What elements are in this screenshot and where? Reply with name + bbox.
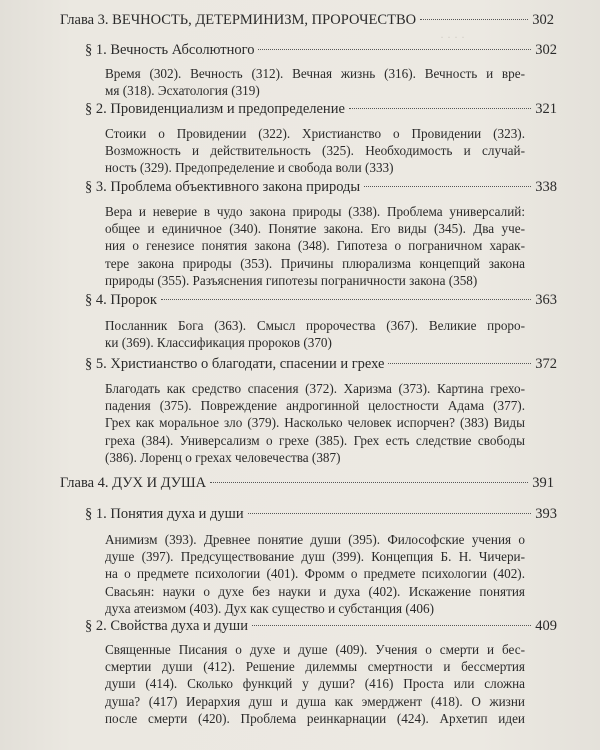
subtopic-line: после смерти (420). Проблема реинкарнации (424). Архетип идеи xyxy=(105,710,525,726)
section-title: § 2. Свойства духа и души xyxy=(85,618,248,634)
page-number: 321 xyxy=(535,101,557,117)
section-3-2-entry[interactable] xyxy=(85,101,557,118)
subtopic-line: падения (375). Повреждение андрогинной целостности Адама (377). xyxy=(105,398,525,414)
leader-dots xyxy=(161,299,531,300)
subtopic-line: Посланник Бога (363). Смысл пророчества (367). Великие проро- xyxy=(105,318,525,333)
page-number: 363 xyxy=(535,292,557,308)
subtopic-line: Благодать как средство спасения (372). Харизма (373). Картина грехо- xyxy=(105,381,525,396)
page-number: 409 xyxy=(535,618,557,634)
section-title: § 3. Проблема объективного закона природы xyxy=(85,179,361,195)
subtopic-line: ки (369). Классификация пророков (370) xyxy=(105,335,332,351)
chapter-title: Глава 3. ВЕЧНОСТЬ, ДЕТЕРМИНИЗМ, ПРОРОЧЕСТВО xyxy=(60,12,417,28)
section-4-2-subtopics xyxy=(105,641,525,727)
chapter-4-entry[interactable] xyxy=(60,475,554,492)
section-3-5-subtopics xyxy=(105,380,525,466)
page-number: 302 xyxy=(532,12,554,28)
subtopic-line: природы (355). Разъяснения гипотезы пограничности закона (358) xyxy=(105,272,478,288)
leader-dots xyxy=(420,19,528,20)
section-3-1-entry[interactable] xyxy=(85,42,557,59)
section-3-1-subtopics xyxy=(105,65,525,99)
leader-dots xyxy=(248,513,532,514)
leader-dots xyxy=(388,363,531,364)
subtopic-line: мя (318). Эсхатология (319) xyxy=(105,83,260,99)
subtopic-line: тере закона природы (353). Причины плюрализма концепций закона xyxy=(105,255,525,271)
subtopic-line: Возможность и действительность (325). Необходимость и случай- xyxy=(105,143,525,159)
subtopic-line: души (414). Сколько функций у души? (416) Проста или сложна xyxy=(105,676,525,692)
subtopic-line: смертии души (412). Решение дилеммы смертности и бессмертия xyxy=(105,659,525,675)
leader-dots xyxy=(252,625,531,626)
section-4-1-entry[interactable] xyxy=(85,506,557,523)
section-3-4-entry[interactable] xyxy=(85,292,557,309)
subtopic-line: душе (397). Предсуществование душ (399). Концепция Б. Н. Чичери- xyxy=(105,549,525,565)
section-3-4-subtopics xyxy=(105,317,525,351)
subtopic-line: общее и единичное (340). Понятие закона. Его виды (345). Два уче- xyxy=(105,221,525,237)
section-3-2-subtopics xyxy=(105,125,525,177)
subtopic-line: духа атеизмом (403). Дух как существо и субстанция (406) xyxy=(105,600,434,616)
section-3-3-entry[interactable] xyxy=(85,179,557,196)
subtopic-line: (386). Лоренц о грехах человечества (387) xyxy=(105,449,341,465)
subtopic-line: греха (384). Универсализм о грехе (385). Грех есть следствие свободы xyxy=(105,432,525,448)
subtopic-line: Анимизм (393). Древнее понятие души (395). Философские учения о xyxy=(105,532,525,547)
subtopic-line: Свасьян: науки о духе без науки и духа (402). Искажение понятия xyxy=(105,583,525,599)
section-title: § 1. Понятия духа и души xyxy=(85,506,244,522)
section-3-5-entry[interactable] xyxy=(85,356,557,373)
page-number: 372 xyxy=(535,356,557,372)
section-title: § 5. Христианство о благодати, спасении и грехе xyxy=(85,356,385,372)
chapter-3-entry[interactable] xyxy=(60,12,554,29)
page-number: 391 xyxy=(532,475,554,491)
subtopic-line: Вера и неверие в чудо закона природы (338). Проблема универсалий: xyxy=(105,204,525,219)
page-number: 302 xyxy=(535,42,557,58)
section-title: § 2. Провиденциализм и предопределение xyxy=(85,101,345,117)
subtopic-line: Стоики о Провидении (322). Христианство о Провидении (323). xyxy=(105,126,525,141)
chapter-title: Глава 4. ДУХ И ДУША xyxy=(60,475,207,491)
subtopic-line: Грех как моральное зло (379). Насколько человек испорчен? (383) Виды xyxy=(105,415,525,431)
leader-dots xyxy=(258,49,531,50)
section-title: § 1. Вечность Абсолютного xyxy=(85,42,255,58)
subtopic-line: Время (302). Вечность (312). Вечная жизнь (316). Вечность и вре- xyxy=(105,66,525,81)
subtopic-line: ния о генезисе понятия закона (348). Гипотеза о пограничном харак- xyxy=(105,238,525,254)
section-4-2-entry[interactable] xyxy=(85,618,557,635)
subtopic-line: на о предмете психологии (401). Фромм о предмете психологии (402). xyxy=(105,566,525,582)
leader-dots xyxy=(364,186,531,187)
page-number: 393 xyxy=(535,506,557,522)
bleed-through: · · · · xyxy=(440,30,465,44)
subtopic-line: Священные Писания о духе и душе (409). Учения о смерти и бес- xyxy=(105,642,525,657)
leader-dots xyxy=(210,482,528,483)
page-number: 338 xyxy=(535,179,557,195)
leader-dots xyxy=(349,108,531,109)
section-4-1-subtopics xyxy=(105,531,525,617)
section-title: § 4. Пророк xyxy=(85,292,157,308)
subtopic-line: душа? (417) Иерархия душ и душа как эмерджент (418). О жизни xyxy=(105,693,525,709)
section-3-3-subtopics xyxy=(105,203,525,289)
subtopic-line: ность (329). Предопределение и свобода воли (333) xyxy=(105,160,394,176)
